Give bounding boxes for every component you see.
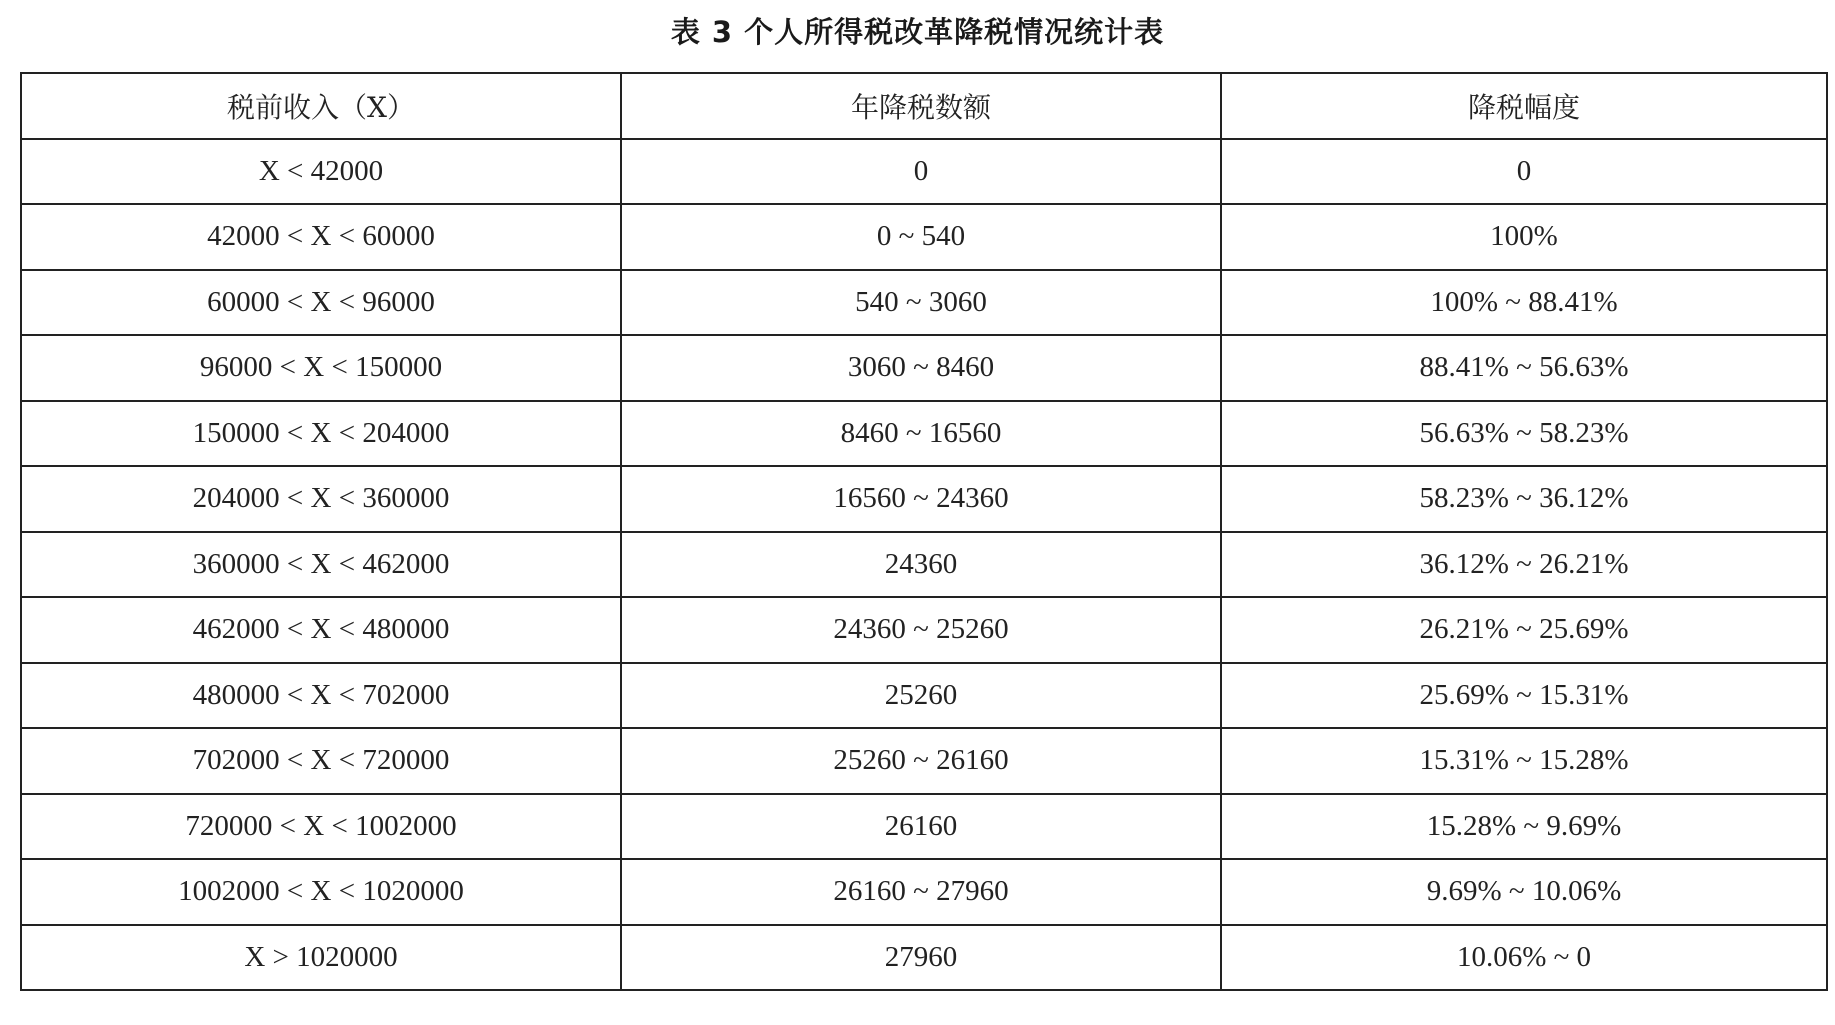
table-row (21, 532, 1827, 598)
table-row (21, 466, 1827, 532)
table-row (21, 139, 1827, 205)
reduction-rate-cell: 25.69% ~ 15.31% (1221, 663, 1827, 729)
reduction-rate-cell: 15.28% ~ 9.69% (1221, 794, 1827, 860)
income-range-cell: 60000 < X < 96000 (21, 270, 621, 336)
income-range-cell: 1002000 < X < 1020000 (21, 859, 621, 925)
reduction-rate-cell: 0 (1221, 139, 1827, 205)
tax-reduction-cell: 3060 ~ 8460 (621, 335, 1221, 401)
header-pretax-income: 税前收入（X） (21, 73, 621, 139)
table-row (21, 335, 1827, 401)
income-range-cell: 204000 < X < 360000 (21, 466, 621, 532)
tax-reduction-cell: 0 (621, 139, 1221, 205)
income-range-cell: X < 42000 (21, 139, 621, 205)
table-row (21, 794, 1827, 860)
header-tax-reduction-rate: 降税幅度 (1221, 73, 1827, 139)
reduction-rate-cell: 56.63% ~ 58.23% (1221, 401, 1827, 467)
tax-reduction-cell: 8460 ~ 16560 (621, 401, 1221, 467)
income-range-cell: 150000 < X < 204000 (21, 401, 621, 467)
income-range-cell: 480000 < X < 702000 (21, 663, 621, 729)
header-annual-tax-reduction: 年降税数额 (621, 73, 1221, 139)
table-row (21, 597, 1827, 663)
table-title: 表 3 个人所得税改革降税情况统计表 (670, 15, 1165, 49)
table-header (21, 73, 1827, 139)
income-range-cell: 462000 < X < 480000 (21, 597, 621, 663)
tax-reduction-cell: 0 ~ 540 (621, 204, 1221, 270)
tax-reduction-cell: 26160 (621, 794, 1221, 860)
reduction-rate-cell: 100% (1221, 204, 1827, 270)
income-range-cell: 360000 < X < 462000 (21, 532, 621, 598)
header-row (21, 73, 1827, 139)
tax-reduction-cell: 16560 ~ 24360 (621, 466, 1221, 532)
tax-reduction-cell: 26160 ~ 27960 (621, 859, 1221, 925)
table-row (21, 663, 1827, 729)
tax-reduction-cell: 25260 ~ 26160 (621, 728, 1221, 794)
tax-reduction-table (20, 72, 1828, 991)
table-row (21, 270, 1827, 336)
income-range-cell: 96000 < X < 150000 (21, 335, 621, 401)
tax-reduction-cell: 27960 (621, 925, 1221, 991)
income-range-cell: 702000 < X < 720000 (21, 728, 621, 794)
table-row (21, 401, 1827, 467)
tax-reduction-cell: 24360 ~ 25260 (621, 597, 1221, 663)
reduction-rate-cell: 9.69% ~ 10.06% (1221, 859, 1827, 925)
reduction-rate-cell: 58.23% ~ 36.12% (1221, 466, 1827, 532)
reduction-rate-cell: 88.41% ~ 56.63% (1221, 335, 1827, 401)
table-row (21, 728, 1827, 794)
table-row (21, 204, 1827, 270)
reduction-rate-cell: 26.21% ~ 25.69% (1221, 597, 1827, 663)
reduction-rate-cell: 36.12% ~ 26.21% (1221, 532, 1827, 598)
tax-reduction-cell: 25260 (621, 663, 1221, 729)
income-range-cell: 42000 < X < 60000 (21, 204, 621, 270)
reduction-rate-cell: 10.06% ~ 0 (1221, 925, 1827, 991)
income-range-cell: 720000 < X < 1002000 (21, 794, 621, 860)
table-row (21, 925, 1827, 991)
reduction-rate-cell: 100% ~ 88.41% (1221, 270, 1827, 336)
table-row (21, 859, 1827, 925)
tax-reduction-cell: 540 ~ 3060 (621, 270, 1221, 336)
reduction-rate-cell: 15.31% ~ 15.28% (1221, 728, 1827, 794)
table-body (21, 139, 1827, 991)
income-range-cell: X > 1020000 (21, 925, 621, 991)
tax-reduction-cell: 24360 (621, 532, 1221, 598)
